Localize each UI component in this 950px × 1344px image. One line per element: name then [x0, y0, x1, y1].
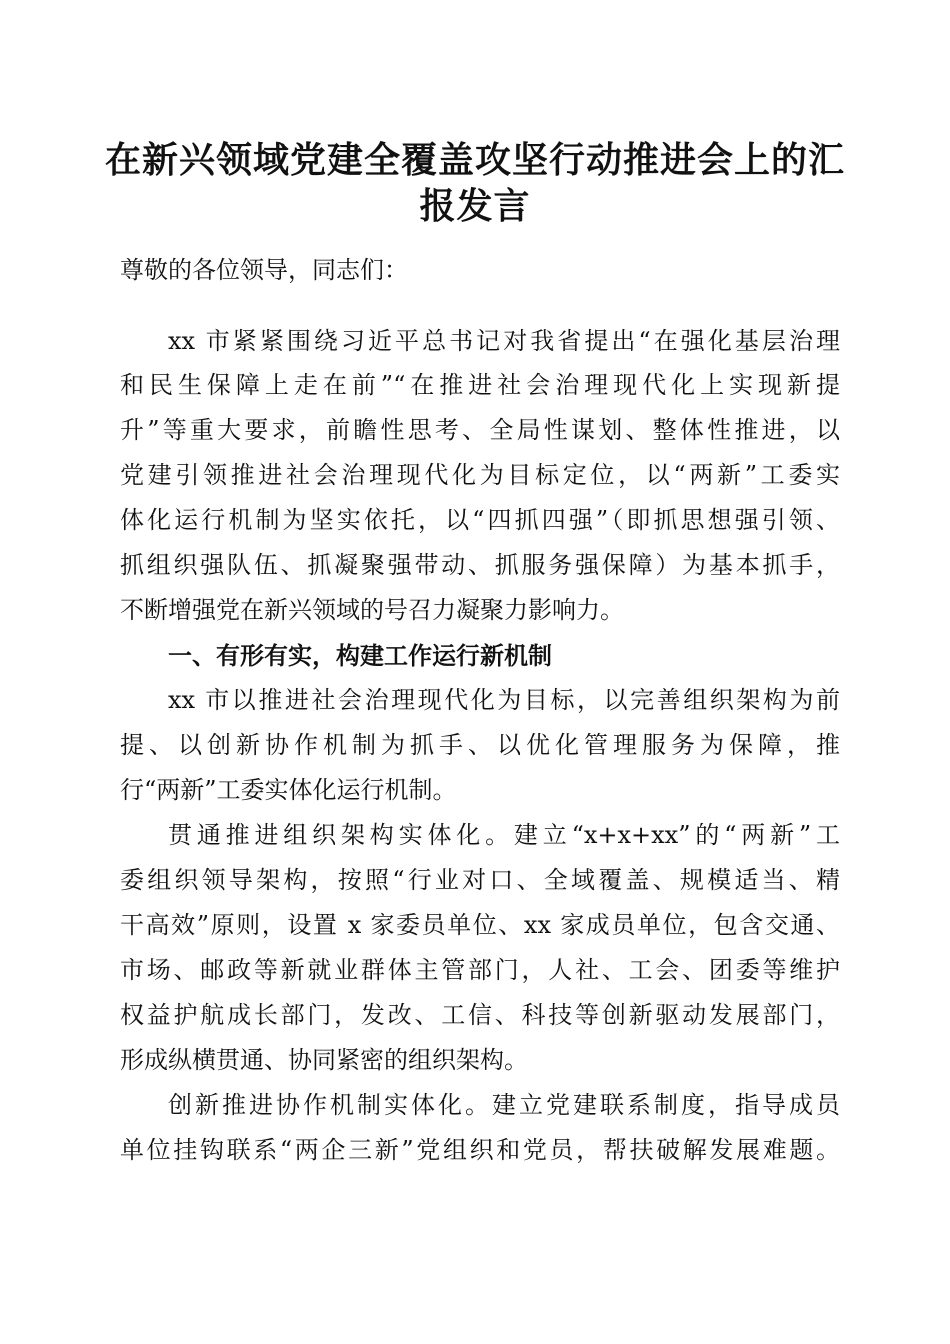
- section-heading: 一、有形有实，构建工作运行新机制: [168, 642, 552, 670]
- para1-line: 党建引领推进社会治理现代化为目标定位，以“两新”工委实: [120, 461, 840, 489]
- para4-line: 单位挂钩联系“两企三新”党组织和党员，帮扶破解发展难题。: [120, 1136, 840, 1164]
- para2-line: 提、以创新协作机制为抓手、以优化管理服务为保障，推: [120, 731, 840, 759]
- para3-line: 委组织领导架构，按照“行业对口、全域覆盖、规模适当、精: [120, 866, 840, 894]
- greeting: 尊敬的各位领导，同志们：: [120, 256, 408, 284]
- para1-line: 升”等重大要求，前瞻性思考、全局性谋划、整体性推进，以: [120, 416, 840, 444]
- para1-line: 不断增强党在新兴领域的号召力凝聚力影响力。: [120, 596, 624, 624]
- para3-line: 权益护航成长部门，发改、工信、科技等创新驱动发展部门，: [120, 1001, 840, 1029]
- para1-line: 体化运行机制为坚实依托，以“四抓四强”（即抓思想强引领、: [120, 506, 840, 534]
- para1-line: 和民生保障上走在前”“在推进社会治理现代化上实现新提: [120, 371, 840, 399]
- document-title-line-1: 在新兴领域党建全覆盖攻坚行动推进会上的汇: [104, 139, 845, 181]
- para1-line: xx 市紧紧围绕习近平总书记对我省提出“在强化基层治理: [168, 327, 840, 355]
- para4-line: 创新推进协作机制实体化。建立党建联系制度，指导成员: [168, 1091, 840, 1119]
- para3-line: 形成纵横贯通、协同紧密的组织架构。: [120, 1046, 528, 1074]
- para3-line: 干高效”原则，设置 x 家委员单位、xx 家成员单位，包含交通、: [120, 911, 840, 939]
- para3-line: 贯通推进组织架构实体化。建立“x+x+xx”的“两新”工: [168, 821, 840, 849]
- para2-line: 行“两新”工委实体化运行机制。: [120, 776, 457, 804]
- para2-line: xx 市以推进社会治理现代化为目标，以完善组织架构为前: [168, 686, 840, 714]
- para1-line: 抓组织强队伍、抓凝聚强带动、抓服务强保障）为基本抓手，: [120, 551, 840, 579]
- para3-line: 市场、邮政等新就业群体主管部门，人社、工会、团委等维护: [120, 956, 840, 984]
- document-title-line-2: 报发言: [419, 185, 531, 227]
